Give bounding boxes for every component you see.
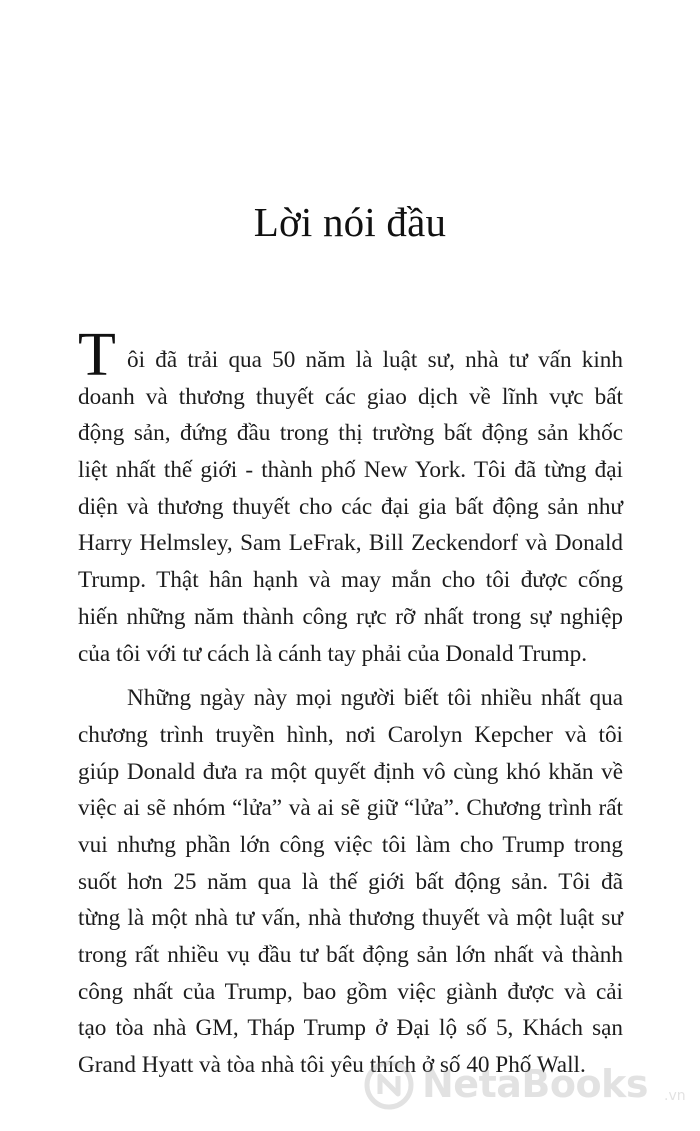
paragraph-2-line: tạo tòa nhà GM, Tháp Trump ở Đại lộ số 5, Khách sạn	[78, 1015, 623, 1042]
body-text	[78, 321, 623, 1084]
paragraph-2-line: Grand Hyatt và tòa nhà tôi yêu thích ở số 40 Phố Wall.	[78, 1052, 586, 1079]
watermark-brand: NetaBooks	[422, 1062, 648, 1106]
paragraph-2-line: trong rất nhiều vụ đầu tư bất động sản lớn nhất và thành	[78, 942, 623, 968]
paragraph-1-line: Harry Helmsley, Sam LeFrak, Bill Zeckendorf và Donald	[78, 530, 623, 557]
paragraph-2-line: công nhất của Trump, bao gồm việc giành được và cải	[78, 978, 623, 1005]
paragraph-1-line: động sản, đứng đầu trong thị trường bất động sản khốc	[78, 420, 623, 447]
paragraph-1-line	[78, 321, 623, 389]
paragraph-1-line: hiến những năm thành công rực rỡ nhất trong sự nghiệp	[78, 603, 623, 630]
line-text: ôi đã trải qua 50 năm là luật sư, nhà tư vấn kinh	[127, 347, 623, 373]
paragraph-1-line: doanh và thương thuyết các giao dịch về lĩnh vực bất	[78, 383, 623, 410]
paragraph-2-line: từng là một nhà tư vấn, nhà thương thuyết và một luật sư	[78, 905, 623, 932]
paragraph-2-line: Những ngày này mọi người biết tôi nhiều nhất qua	[127, 685, 623, 712]
watermark-suffix: .vn	[664, 1088, 686, 1104]
paragraph-2-line: giúp Donald đưa ra một quyết định vô cùng khó khăn về	[78, 758, 623, 785]
netabooks-logo-icon	[364, 1060, 414, 1110]
chapter-heading: Lời nói đầu	[253, 199, 447, 245]
drop-cap: T	[78, 321, 116, 389]
paragraph-1-line: liệt nhất thế giới - thành phố New York. Tôi đã từng đại	[78, 457, 623, 484]
netabooks-watermark	[364, 1058, 700, 1118]
paragraph-1-line: diện và thương thuyết cho các đại gia bất động sản như	[78, 493, 623, 520]
paragraph-2-line: suốt hơn 25 năm qua là thế giới bất động sản. Tôi đã	[78, 868, 623, 895]
paragraph-1	[78, 321, 623, 672]
paragraph-2-line: vui nhưng phần lớn công việc tôi làm cho Trump trong	[78, 831, 623, 858]
paragraph-1-line: Trump. Thật hân hạnh và may mắn cho tôi được cống	[78, 567, 623, 594]
paragraph-1-line: của tôi với tư cách là cánh tay phải của Donald Trump.	[78, 640, 588, 667]
paragraph-2-line: việc ai sẽ nhóm “lửa” và ai sẽ giữ “lửa”. Chương trình rất	[78, 795, 623, 822]
paragraph-2-line: chương trình truyền hình, nơi Carolyn Kepcher và tôi	[78, 721, 623, 748]
paragraph-2	[78, 680, 623, 1084]
